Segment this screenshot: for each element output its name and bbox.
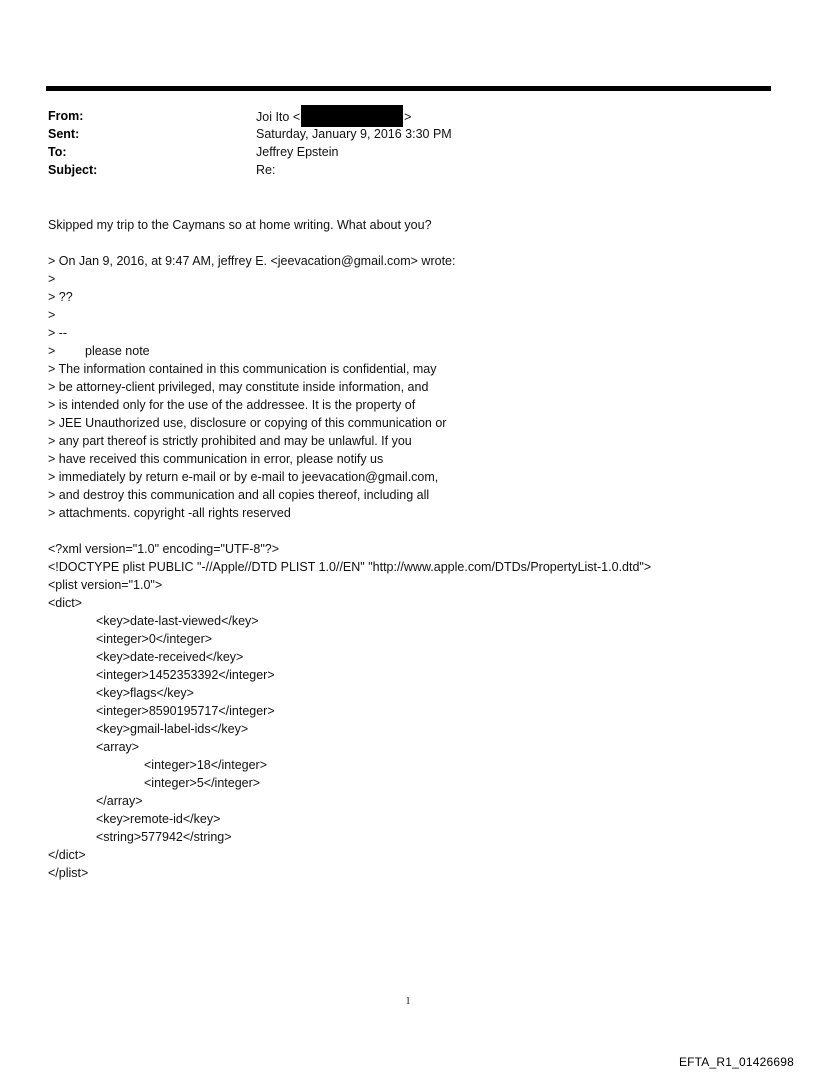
quote-note: please note [85, 344, 150, 358]
reply-text: Skipped my trip to the Caymans so at home writing. What about you? [48, 218, 432, 232]
spacer [48, 522, 788, 540]
plist-line: <plist version="1.0"> [48, 578, 163, 592]
page-number: 1 [405, 996, 411, 1007]
plist-line: <!DOCTYPE plist PUBLIC "-//Apple//DTD PLIST 1.0//EN" "http://www.apple.com/DTDs/PropertyList-1.0.dtd"> [48, 560, 652, 574]
quote-line: > ?? [48, 290, 73, 304]
plist-line: <string>577942</string> [96, 830, 232, 844]
plist-line: <array> [96, 740, 140, 754]
header-rule [46, 86, 771, 91]
subject-row [48, 161, 452, 179]
quote-line: > [48, 308, 56, 322]
to-label: To: [48, 145, 67, 159]
quote-line [48, 342, 788, 360]
plist-line: <integer>0</integer> [96, 632, 213, 646]
from-close: > [404, 110, 412, 124]
disclaimer-line: > be attorney-client privileged, may constitute inside information, and [48, 380, 429, 394]
plist-line: <integer>18</integer> [144, 758, 268, 772]
bates-number: EFTA_R1_01426698 [678, 1055, 794, 1069]
disclaimer-line: > attachments. copyright -all rights reserved [48, 506, 291, 520]
plist-line: <integer>1452353392</integer> [96, 668, 275, 682]
sent-row [48, 125, 452, 143]
from-row [48, 107, 452, 125]
disclaimer-line: > JEE Unauthorized use, disclosure or copying of this communication or [48, 416, 447, 430]
sent-value: Saturday, January 9, 2016 3:30 PM [256, 127, 452, 141]
quote-marker: > [48, 344, 56, 358]
plist-line: </plist> [48, 866, 89, 880]
plist-line: <key>date-received</key> [96, 650, 244, 664]
disclaimer-line: > any part thereof is strictly prohibited and may be unlawful. If you [48, 434, 412, 448]
to-row [48, 143, 452, 161]
subject-label: Subject: [48, 163, 98, 177]
plist-line: <key>date-last-viewed</key> [96, 614, 259, 628]
plist-line: <integer>8590195717</integer> [96, 704, 275, 718]
quote-line: > [48, 272, 56, 286]
disclaimer-line: > is intended only for the use of the addressee. It is the property of [48, 398, 416, 412]
sent-label: Sent: [48, 127, 80, 141]
spacer [48, 234, 788, 252]
quote-line: > -- [48, 326, 68, 340]
disclaimer-line: > have received this communication in error, please notify us [48, 452, 384, 466]
email-header [48, 107, 452, 179]
plist-line: </dict> [48, 848, 86, 862]
plist-line: <integer>5</integer> [144, 776, 261, 790]
plist-line: </array> [96, 794, 143, 808]
disclaimer-line: > immediately by return e-mail or by e-mail to jeevacation@gmail.com, [48, 470, 439, 484]
plist-line: <dict> [48, 596, 83, 610]
plist-line: <key>flags</key> [96, 686, 194, 700]
to-value: Jeffrey Epstein [256, 145, 339, 159]
email-body [48, 216, 788, 882]
from-value [256, 105, 411, 127]
plist-line: <key>gmail-label-ids</key> [96, 722, 249, 736]
from-name: Joi Ito < [256, 110, 301, 124]
disclaimer-line: > and destroy this communication and all copies thereof, including all [48, 488, 430, 502]
quote-intro: > On Jan 9, 2016, at 9:47 AM, jeffrey E. <jeevacation@gmail.com> wrote: [48, 254, 456, 268]
redaction-box [301, 105, 403, 127]
plist-line: <?xml version="1.0" encoding="UTF-8"?> [48, 542, 280, 556]
disclaimer-line: > The information contained in this communication is confidential, may [48, 362, 437, 376]
from-label: From: [48, 109, 84, 123]
plist-line: <key>remote-id</key> [96, 812, 221, 826]
subject-value: Re: [256, 163, 276, 177]
